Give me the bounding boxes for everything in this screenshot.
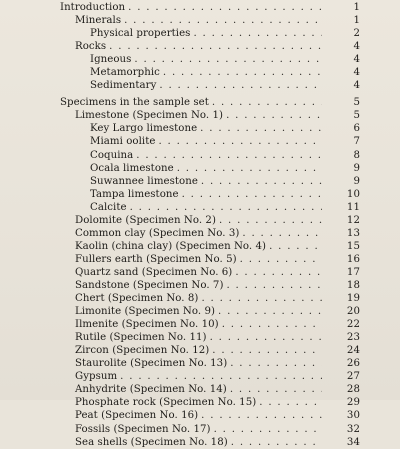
toc-page-number: 9 [353,175,360,187]
toc-entry [60,122,360,135]
toc-entry-label: Rocks [75,41,107,53]
toc-entry [60,227,360,240]
toc-page-number: 19 [346,293,360,305]
toc-page-number: 13 [346,227,360,239]
toc-entry-line [90,175,322,188]
toc-entry-label: Fossils (Specimen No. 17) [75,423,211,435]
dot-leader [136,149,322,162]
toc-entry [60,40,360,53]
toc-entry-label: Metamorphic [90,67,160,79]
dot-leader [130,201,322,214]
toc-entry-label: Minerals [75,15,122,27]
toc-entry [60,149,360,162]
dot-leader [210,331,322,344]
toc-entry-line [75,318,322,331]
toc-entry-line [90,79,322,92]
toc-entry [60,409,360,422]
toc-entry-line [90,149,322,162]
dot-leader [201,175,322,188]
toc-page-number: 23 [346,332,360,344]
dot-leader [259,396,322,409]
toc-entry [60,266,360,279]
toc-entry-line [75,357,322,370]
toc-page-number: 15 [346,240,360,252]
toc-entry [60,96,360,109]
toc-entry-line [75,240,322,253]
toc-entry [60,162,360,175]
toc-entry-label: Physical properties [90,28,191,40]
toc-page-number: 27 [346,371,360,383]
toc-page-number: 4 [353,80,360,92]
toc-entry [60,318,360,331]
dot-leader [124,14,322,27]
toc-entry-label: Common clay (Specimen No. 3) [75,227,240,239]
dot-leader [128,1,322,14]
dot-leader [219,214,322,227]
toc-entry-line [90,201,322,214]
toc-page-number: 28 [346,384,360,396]
toc-page-number: 17 [346,266,360,278]
toc-entry [60,27,360,40]
toc-page-number: 18 [346,279,360,291]
toc-page-number: 12 [346,214,360,226]
toc-entry-label: Dolomite (Specimen No. 2) [75,214,216,226]
toc-page-number: 1 [353,15,360,27]
dot-leader [212,96,322,109]
toc-entry-label: Sea shells (Specimen No. 18) [75,436,228,448]
toc-entry [60,331,360,344]
toc-entry-label: Fullers earth (Specimen No. 5) [75,253,237,265]
toc-page-number: 6 [353,123,360,135]
toc-entry-line [75,40,322,53]
dot-leader [163,66,322,79]
toc-entry [60,436,360,449]
toc-entry-line [75,396,322,409]
toc-entry-label: Igneous [90,54,132,66]
toc-entry-label: Key Largo limestone [90,123,198,135]
toc-entry-line [90,188,322,201]
toc-entry-line [75,109,322,122]
toc-entry-line [75,331,322,344]
toc-page-number: 8 [353,149,360,161]
toc-entry [60,188,360,201]
dot-leader [177,162,322,175]
toc-entry-label: Zircon (Specimen No. 12) [75,345,210,357]
toc-entry-line [75,409,322,422]
dot-leader [226,109,322,122]
toc-page-number: 1 [353,2,360,13]
toc-page-number: 11 [346,201,360,213]
toc-page-number: 4 [353,54,360,66]
toc-page-number: 2 [353,28,360,40]
toc-page-number: 24 [346,345,360,357]
toc-entry-label: Specimens in the sample set [60,97,209,109]
toc-entry-line [75,266,322,279]
dot-leader [218,305,322,318]
dot-leader [201,409,322,422]
dot-leader [212,344,322,357]
toc-page-number: 16 [346,253,360,265]
toc-entry-line [75,344,322,357]
toc-entry [60,14,360,27]
toc-entry-label: Ilmenite (Specimen No. 10) [75,319,219,331]
toc-entry [60,201,360,214]
toc-entry [60,53,360,66]
toc-entry-line [90,27,322,40]
toc-entry-line [75,423,322,436]
dot-leader [230,357,322,370]
toc-entry-label: Gypsum [75,371,118,383]
toc-entry-line [75,253,322,266]
dot-leader [159,79,322,92]
dot-leader [230,383,322,396]
table-of-contents [60,1,360,449]
toc-entry [60,370,360,383]
toc-entry-label: Ocala limestone [90,162,174,174]
toc-entry-line [90,66,322,79]
toc-page-number: 26 [346,358,360,370]
toc-page-number: 20 [346,306,360,318]
toc-entry [60,292,360,305]
toc-entry-label: Introduction [60,2,126,13]
dot-leader [214,423,322,436]
dot-leader [222,318,322,331]
toc-page-number: 10 [346,188,360,200]
toc-entry-label: Coquina [90,149,134,161]
toc-page-number: 29 [346,397,360,409]
toc-entry-line [75,14,322,27]
toc-page-number: 4 [353,67,360,79]
toc-entry-line [75,214,322,227]
toc-entry-label: Limonite (Specimen No. 9) [75,306,216,318]
toc-entry-label: Miami oolite [90,136,156,148]
toc-entry-label: Staurolite (Specimen No. 13) [75,358,228,370]
toc-entry [60,175,360,188]
toc-entry [60,305,360,318]
toc-entry [60,396,360,409]
toc-page-number: 22 [346,319,360,331]
toc-page-number: 7 [353,136,360,148]
toc-entry-line [75,370,322,383]
toc-entry-label: Sandstone (Specimen No. 7) [75,279,224,291]
toc-entry [60,423,360,436]
dot-leader [201,292,322,305]
toc-entry [60,344,360,357]
toc-entry-line [90,162,322,175]
dot-leader [193,27,322,40]
dot-leader [242,227,322,240]
toc-entry-line [90,122,322,135]
dot-leader [109,40,322,53]
dot-leader [120,370,322,383]
toc-entry-label: Anhydrite (Specimen No. 14) [75,384,227,396]
dot-leader [240,253,322,266]
toc-entry-line [75,279,322,292]
dot-leader [269,240,322,253]
toc-entry-label: Chert (Specimen No. 8) [75,293,199,305]
toc-entry-line [75,436,322,449]
toc-entry [60,357,360,370]
dot-leader [158,135,322,148]
toc-entry-label: Sedimentary [90,80,157,92]
toc-entry-label: Kaolin (china clay) (Specimen No. 4) [75,240,267,252]
dot-leader [182,188,322,201]
toc-entry [60,253,360,266]
dot-leader [231,436,322,449]
toc-entry-line [90,135,322,148]
toc-entry-line [60,1,322,14]
toc-entry-line [60,96,322,109]
toc-entry [60,214,360,227]
toc-entry-label: Limestone (Specimen No. 1) [75,110,224,122]
toc-entry-line [90,53,322,66]
toc-entry-line [75,305,322,318]
toc-entry [60,109,360,122]
toc-entry [60,135,360,148]
toc-page-number: 5 [353,97,360,109]
toc-page-number: 30 [346,410,360,422]
dot-leader [226,279,322,292]
toc-page-number: 34 [346,436,360,448]
toc-entry-line [75,292,322,305]
toc-entry [60,66,360,79]
toc-entry-line [75,227,322,240]
toc-entry [60,279,360,292]
toc-entry-line [75,383,322,396]
toc-entry-label: Peat (Specimen No. 16) [75,410,199,422]
toc-entry [60,1,360,14]
toc-entry-label: Suwannee limestone [90,175,198,187]
toc-entry-label: Phosphate rock (Specimen No. 15) [75,397,257,409]
toc-page-number: 5 [353,110,360,122]
toc-page-number: 9 [353,162,360,174]
toc-entry [60,79,360,92]
toc-entry-label: Calcite [90,201,127,213]
toc-entry-label: Rutile (Specimen No. 11) [75,332,207,344]
dot-leader [235,266,322,279]
toc-entry [60,240,360,253]
toc-entry-label: Quartz sand (Specimen No. 6) [75,266,233,278]
toc-page-number: 32 [346,423,360,435]
toc-page-number: 4 [353,41,360,53]
toc-entry-label: Tampa limestone [90,188,179,200]
toc-entry [60,383,360,396]
dot-leader [200,122,322,135]
dot-leader [134,53,322,66]
